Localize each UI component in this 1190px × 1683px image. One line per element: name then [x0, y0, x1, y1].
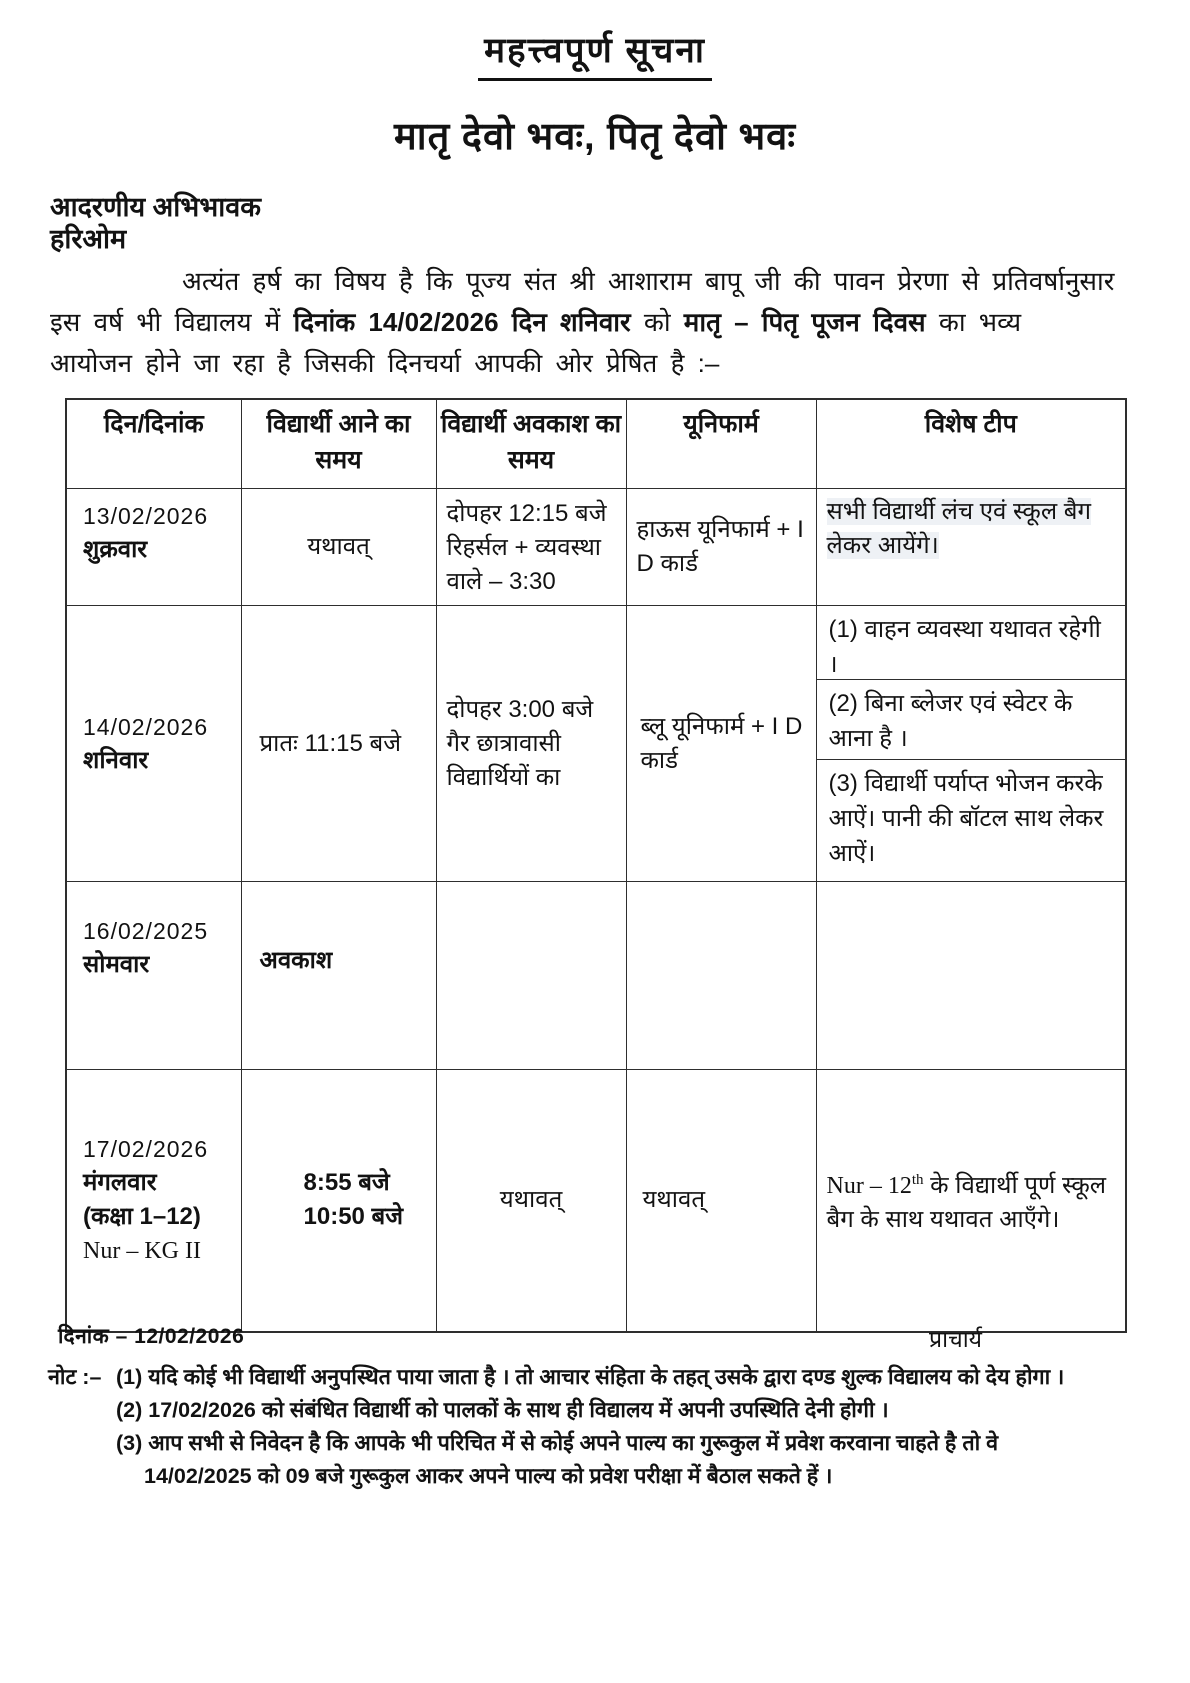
departure-cell: यथावत्	[436, 1070, 626, 1332]
table-row	[66, 882, 1126, 1070]
special-note-cell	[816, 489, 1126, 606]
schedule-table	[65, 398, 1127, 1333]
table-header-row	[66, 399, 1126, 489]
greeting: हरिओम	[50, 224, 127, 254]
special-note-cell	[816, 882, 1126, 1070]
uniform-cell: हाऊस यूनिफार्म + I D कार्ड	[626, 489, 816, 606]
col-header-departure: विद्यार्थी अवकाश का समय	[436, 399, 626, 489]
col-header-uniform: यूनिफार्म	[626, 399, 816, 489]
event-name-bold: मातृ – पितृ पूजन दिवस	[683, 307, 926, 337]
salutation-block	[50, 191, 1140, 255]
uniform-cell: यथावत्	[626, 1070, 816, 1332]
tip-item-2: (2) बिना ब्लेजर एवं स्वेटर के आना है ।	[817, 680, 1126, 760]
salutation: आदरणीय अभिभावक	[50, 192, 261, 222]
ordinal-suffix: th	[911, 1172, 924, 1189]
tip-item-3: (3) विद्यार्थी पर्याप्त भोजन करके आऐं। पानी की बॉटल साथ लेकर आऐं।	[828, 770, 1104, 867]
table-row	[66, 1070, 1126, 1332]
intro-line-1: अत्यंत हर्ष का विषय है कि पूज्य संत श्री आशाराम बापू जी की पावन प्रेरणा से प्रतिवर्षानुसार	[182, 266, 1115, 296]
page-title: महत्त्वपूर्ण सूचना	[478, 26, 712, 81]
uniform-cell: ब्लू यूनिफार्म + I D कार्ड	[626, 606, 816, 882]
arrival-cell: यथावत्	[241, 489, 436, 606]
intro-line-2: इस वर्ष भी विद्यालय में दिनांक 14/02/2026 दिन शनिवार को मातृ – पितृ पूजन दिवस का भव्य	[50, 307, 1022, 337]
nur-12-label: Nur – 12	[826, 1173, 912, 1200]
departure-cell	[436, 882, 626, 1070]
date-cell: 16/02/2025 सोमवार	[66, 882, 241, 1070]
highlighted-note: सभी विद्यार्थी लंच एवं स्कूल बैग लेकर आयेंगे।	[826, 498, 1091, 559]
uniform-cell	[626, 882, 816, 1070]
date-cell: 13/02/2026 शुक्रवार	[66, 489, 241, 606]
notice-subtitle: मातृ देवो भवः, पितृ देवो भवः	[394, 116, 796, 158]
departure-cell: दोपहर 12:15 बजे रिहर्सल + व्यवस्था वाले – 3:30	[436, 489, 626, 606]
arrival-cell: अवकाश	[241, 882, 436, 1070]
note-line-3-continued: 14/02/2025 को 09 बजे गुरूकुल आकर अपने पाल्य को प्रवेश परीक्षा में बैठाल सकते हें ।	[144, 1463, 833, 1488]
note-line-2: (2) 17/02/2026 को संबंधित विद्यार्थी को पालकों के साथ ही विद्यालय में अपनी उपस्थिति देनी होगी ।	[116, 1397, 889, 1422]
intro-paragraph	[50, 261, 1140, 384]
tip-item-1: (1) वाहन व्यवस्था यथावत रहेगी ।	[817, 606, 1126, 680]
special-note-cell	[816, 606, 1126, 882]
note-line-3: (3) आप सभी से निवेदन है कि आपके भी परिचित में से कोई अपने पाल्य का गुरूकुल में प्रवेश करवाना चाहते है तो वे	[116, 1430, 999, 1455]
notes-label: नोट :–	[48, 1364, 102, 1389]
table-row	[66, 489, 1126, 606]
event-date-bold: दिनांक 14/02/2026 दिन शनिवार	[293, 307, 631, 337]
arrival-cell: 8:55 बजे 10:50 बजे	[241, 1070, 436, 1332]
intro-line-3: आयोजन होने जा रहा है जिसकी दिनचर्या आपकी ओर प्रेषित है :–	[50, 348, 720, 378]
special-note-cell: Nur – 12th के विद्यार्थी पूर्ण स्कूल बैग के साथ यथावत आएँगे।	[816, 1070, 1126, 1332]
note-line-1: नोट :– (1) यदि कोई भी विद्यार्थी अनुपस्थित पाया जाता है । तो आचार संहिता के तहत् उसके द्वारा दण्ड शुल्क विद्यालय को देय होगा ।	[48, 1361, 1142, 1394]
arrival-cell: प्रातः 11:15 बजे	[241, 606, 436, 882]
col-header-day-date: दिन/दिनांक	[66, 399, 241, 489]
col-header-special-note: विशेष टीप	[816, 399, 1126, 489]
class-range-2: Nur – KG II	[83, 1238, 201, 1265]
date-cell: 14/02/2026 शनिवार	[66, 606, 241, 882]
col-header-arrival: विद्यार्थी आने का समय	[241, 399, 436, 489]
footer	[58, 1322, 1132, 1350]
principal-signature-label: प्राचार्य	[929, 1326, 982, 1352]
departure-cell: दोपहर 3:00 बजे गैर छात्रावासी विद्यार्थियों का	[436, 606, 626, 882]
issue-date: दिनांक – 12/02/2026	[58, 1325, 245, 1348]
table-row	[66, 606, 1126, 882]
class-range: (कक्षा 1–12)	[83, 1203, 201, 1231]
date-cell: 17/02/2026 मंगलवार (कक्षा 1–12) Nur – KG II	[66, 1070, 241, 1332]
notes-section	[48, 1361, 1142, 1493]
